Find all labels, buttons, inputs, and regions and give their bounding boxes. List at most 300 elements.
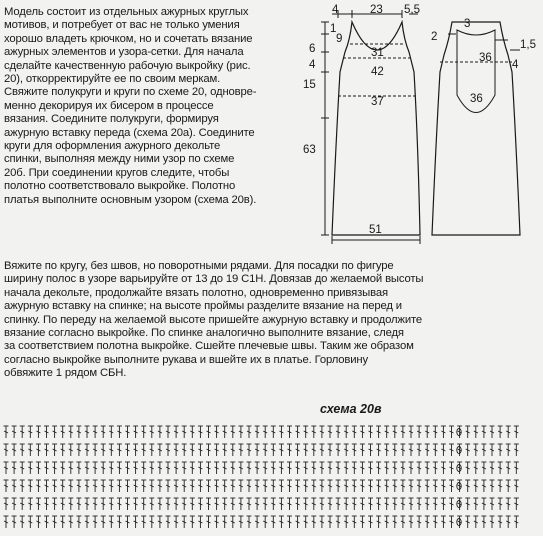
stitch-symbol	[20, 480, 25, 492]
stitch-symbol	[433, 480, 438, 492]
stitch-symbol	[279, 480, 284, 492]
stitch-symbol	[263, 498, 268, 510]
stitch-symbol	[295, 480, 300, 492]
stitch-symbol	[109, 444, 114, 456]
stitch-symbol	[319, 480, 324, 492]
stitch-symbol	[190, 498, 195, 510]
text-line: ширину полос в узоре варьируйте от 13 до 19 С1Н. Довязав до желаемой высоты	[4, 273, 424, 286]
stitch-symbol	[157, 462, 162, 474]
stitch-symbol	[352, 444, 357, 456]
stitch-symbol	[238, 444, 243, 456]
stitch-symbol	[52, 516, 57, 528]
stitch-symbol	[166, 498, 171, 510]
stitch-symbol	[190, 426, 195, 438]
stitch-symbol	[52, 480, 57, 492]
stitch-symbol	[60, 462, 65, 474]
dim-label: 23	[370, 4, 383, 16]
stitch-symbol	[336, 480, 341, 492]
stitch-symbol	[166, 516, 171, 528]
stitch-symbol	[68, 462, 73, 474]
stitch-symbol	[473, 516, 478, 528]
stitch-symbol	[255, 516, 260, 528]
stitch-symbol	[328, 498, 333, 510]
dim-label: 4	[332, 4, 339, 16]
stitch-symbol	[238, 462, 243, 474]
stitch-symbol	[93, 444, 98, 456]
stitch-symbol	[295, 426, 300, 438]
stitch-symbol	[85, 462, 90, 474]
stitch-symbol	[182, 480, 187, 492]
stitch-symbol	[109, 462, 114, 474]
stitch-symbol	[303, 516, 308, 528]
stitch-symbol	[506, 498, 511, 510]
stitch-symbol	[20, 426, 25, 438]
stitch-symbol	[498, 444, 503, 456]
stitch-symbol	[400, 498, 405, 510]
stitch-symbol	[368, 462, 373, 474]
stitch-symbol	[222, 426, 227, 438]
stitch-symbol	[85, 516, 90, 528]
stitch-symbol	[384, 516, 389, 528]
stitch-symbol	[352, 516, 357, 528]
stitch-symbol	[190, 444, 195, 456]
stitch-symbol	[238, 498, 243, 510]
dim-label: 31	[371, 47, 384, 59]
stitch-symbol	[287, 516, 292, 528]
stitch-symbol	[417, 498, 422, 510]
stitch-symbol	[303, 498, 308, 510]
stitch-symbol	[319, 462, 324, 474]
stitch-symbol	[174, 426, 179, 438]
stitch-symbol	[141, 498, 146, 510]
stitch-symbol	[230, 498, 235, 510]
text-line: вязание согласно выкройке. По спинке аналогично выполните вязание, следя	[4, 327, 404, 340]
stitch-symbol	[117, 426, 122, 438]
stitch-symbol	[368, 444, 373, 456]
stitch-symbol	[368, 426, 373, 438]
text-line: полотно соответствовало выкройке. Полотно	[4, 180, 236, 193]
dim-label: 4	[309, 59, 316, 71]
stitch-symbol	[149, 480, 154, 492]
stitch-symbol	[28, 516, 33, 528]
stitch-symbol	[222, 498, 227, 510]
stitch-symbol	[514, 480, 519, 492]
stitch-symbol	[133, 516, 138, 528]
stitch-symbol	[182, 498, 187, 510]
stitch-symbol	[392, 480, 397, 492]
stitch-symbol	[449, 426, 454, 438]
stitch-symbol	[263, 426, 268, 438]
stitch-symbol	[506, 444, 511, 456]
text-line: менно декорируя их бисером в процессе	[4, 99, 214, 112]
stitch-symbol	[174, 498, 179, 510]
stitch-symbol	[328, 516, 333, 528]
stitch-symbol	[109, 516, 114, 528]
dim-label: 36	[479, 52, 492, 64]
stitch-symbol	[400, 426, 405, 438]
stitch-symbol	[376, 498, 381, 510]
stitch-symbol	[101, 462, 106, 474]
stitch-symbol	[174, 480, 179, 492]
stitch-symbol	[44, 480, 49, 492]
stitch-symbol	[433, 462, 438, 474]
stitch-symbol	[425, 498, 430, 510]
dim-label: 51	[369, 224, 382, 236]
stitch-symbol	[247, 462, 252, 474]
stitch-symbol	[360, 444, 365, 456]
text-line: хорошо владеть крючком, но и сочетать вязание	[4, 32, 253, 45]
stitch-symbol	[490, 516, 495, 528]
stitch-symbol	[473, 444, 478, 456]
stitch-symbol	[417, 444, 422, 456]
stitch-symbol	[311, 462, 316, 474]
stitch-symbol	[433, 444, 438, 456]
stitch-symbol	[376, 426, 381, 438]
stitch-symbol	[360, 498, 365, 510]
stitch-symbol	[4, 516, 9, 528]
stitch-symbol	[376, 444, 381, 456]
stitch-symbol	[368, 480, 373, 492]
stitch-symbol	[409, 426, 414, 438]
stitch-symbol	[247, 426, 252, 438]
stitch-symbol	[473, 462, 478, 474]
stitch-symbol	[514, 498, 519, 510]
stitch-symbol	[68, 480, 73, 492]
stitch-symbol	[157, 498, 162, 510]
stitch-symbol	[409, 498, 414, 510]
stitch-symbol	[4, 498, 9, 510]
stitch-symbol	[85, 480, 90, 492]
stitch-symbol	[12, 444, 17, 456]
stitch-symbol	[141, 462, 146, 474]
stitch-symbol	[206, 462, 211, 474]
stitch-symbol	[490, 498, 495, 510]
stitch-symbol	[44, 426, 49, 438]
stitch-symbol	[498, 426, 503, 438]
stitch-symbol	[4, 426, 9, 438]
stitch-symbol	[336, 426, 341, 438]
stitch-symbol	[311, 426, 316, 438]
stitch-symbol	[376, 516, 381, 528]
stitch-symbol	[344, 426, 349, 438]
stitch-symbol	[425, 444, 430, 456]
stitch-symbol	[190, 480, 195, 492]
dim-label: 37	[371, 96, 384, 108]
stitch-symbol	[376, 480, 381, 492]
stitch-symbol	[157, 426, 162, 438]
stitch-symbol	[20, 516, 25, 528]
stitch-symbol	[44, 444, 49, 456]
stitch-symbol	[36, 498, 41, 510]
stitch-symbol	[157, 516, 162, 528]
stitch-symbol	[141, 480, 146, 492]
stitch-symbol	[157, 480, 162, 492]
stitch-symbol	[376, 462, 381, 474]
stitch-symbol	[271, 480, 276, 492]
stitch-symbol	[182, 516, 187, 528]
stitch-symbol	[287, 462, 292, 474]
stitch-symbol	[182, 462, 187, 474]
stitch-symbol	[287, 444, 292, 456]
stitch-symbol	[255, 498, 260, 510]
text-line: круги для оформления ажурного декольте	[4, 140, 221, 153]
stitch-symbol	[222, 462, 227, 474]
stitch-symbol	[174, 516, 179, 528]
stitch-symbol	[28, 462, 33, 474]
text-line: Вяжите по кругу, без швов, но поворотными рядами. Для посадки по фигуре	[4, 260, 394, 272]
stitch-symbol	[279, 444, 284, 456]
stitch-symbol	[222, 444, 227, 456]
stitch-symbol	[117, 444, 122, 456]
stitch-symbol	[12, 462, 17, 474]
stitch-symbol	[20, 444, 25, 456]
stitch-symbol	[36, 462, 41, 474]
stitch-symbol	[400, 462, 405, 474]
stitch-symbol	[93, 498, 98, 510]
stitch-symbol	[198, 498, 203, 510]
stitch-symbol	[514, 426, 519, 438]
stitch-symbol	[441, 516, 446, 528]
dim-label: 63	[303, 144, 316, 156]
stitch-symbol	[417, 426, 422, 438]
stitch-symbol	[20, 498, 25, 510]
stitch-symbol	[328, 462, 333, 474]
stitch-symbol	[125, 426, 130, 438]
stitch-symbol	[76, 426, 81, 438]
stitch-symbol	[319, 516, 324, 528]
stitch-symbol	[214, 498, 219, 510]
stitch-symbol	[4, 480, 9, 492]
dim-label: 9	[336, 33, 343, 45]
stitch-symbol	[473, 498, 478, 510]
stitch-symbol	[465, 444, 470, 456]
stitch-symbol	[222, 480, 227, 492]
stitch-symbol	[206, 444, 211, 456]
stitch-symbol	[109, 480, 114, 492]
stitch-symbol	[344, 444, 349, 456]
stitch-symbol	[44, 516, 49, 528]
stitch-symbol	[392, 516, 397, 528]
stitch-symbol	[206, 498, 211, 510]
stitch-symbol	[117, 480, 122, 492]
stitch-symbol	[481, 498, 486, 510]
stitch-symbol	[303, 462, 308, 474]
stitch-symbol	[481, 516, 486, 528]
stitch-symbol	[425, 480, 430, 492]
stitch-symbol	[490, 426, 495, 438]
stitch-symbol	[198, 426, 203, 438]
stitch-symbol	[263, 480, 268, 492]
stitch-symbol	[133, 426, 138, 438]
stitch-symbol	[198, 462, 203, 474]
stitch-symbol	[12, 480, 17, 492]
stitch-symbol	[141, 444, 146, 456]
stitch-symbol	[303, 480, 308, 492]
stitch-symbol	[481, 462, 486, 474]
stitch-symbol	[52, 444, 57, 456]
stitch-symbol	[68, 444, 73, 456]
stitch-symbol	[449, 462, 454, 474]
stitch-symbol	[85, 498, 90, 510]
stitch-symbol	[384, 462, 389, 474]
stitch-symbol	[384, 426, 389, 438]
stitch-symbol	[498, 498, 503, 510]
stitch-symbol	[125, 480, 130, 492]
stitch-symbol	[360, 516, 365, 528]
stitch-symbol	[311, 516, 316, 528]
stitch-symbol	[384, 444, 389, 456]
stitch-symbol	[465, 426, 470, 438]
text-line: спинку. По переду на желаемой высоте пришейте ажурную вставку и продолжите	[4, 313, 423, 326]
stitch-symbol	[481, 444, 486, 456]
stitch-symbol	[328, 426, 333, 438]
stitch-symbol	[506, 480, 511, 492]
text-line: 20б. При соединении кругов следите, чтобы	[4, 166, 230, 179]
stitch-symbol	[319, 426, 324, 438]
stitch-symbol	[182, 444, 187, 456]
stitch-symbol	[4, 462, 9, 474]
stitch-symbol	[101, 516, 106, 528]
stitch-symbol	[279, 462, 284, 474]
stitch-symbol	[303, 444, 308, 456]
stitch-symbol	[101, 426, 106, 438]
stitch-symbol	[149, 498, 154, 510]
stitch-symbol	[441, 498, 446, 510]
stitch-symbol	[271, 444, 276, 456]
stitch-symbol	[255, 462, 260, 474]
stitch-symbol	[4, 444, 9, 456]
stitch-symbol	[449, 480, 454, 492]
stitch-symbol	[344, 462, 349, 474]
stitch-symbol	[214, 462, 219, 474]
dim-label: 42	[371, 66, 384, 78]
stitch-symbol	[255, 480, 260, 492]
stitch-symbol	[157, 444, 162, 456]
stitch-symbol	[490, 462, 495, 474]
stitch-symbol	[400, 480, 405, 492]
text-line: Модель состоит из отдельных ажурных круглых	[4, 6, 249, 18]
stitch-symbol	[449, 444, 454, 456]
stitch-symbol	[319, 444, 324, 456]
stitch-symbol	[336, 462, 341, 474]
text-line: платья выполните основным узором (схема 20в).	[4, 193, 257, 206]
stitch-symbol	[279, 516, 284, 528]
dim-label: 2	[431, 31, 438, 43]
dim-label: 3	[464, 18, 471, 30]
stitch-symbol	[166, 480, 171, 492]
stitch-symbol	[441, 480, 446, 492]
stitch-symbol	[271, 498, 276, 510]
stitch-symbol	[230, 480, 235, 492]
stitch-symbol	[287, 480, 292, 492]
stitch-symbol	[230, 462, 235, 474]
stitch-symbol	[368, 498, 373, 510]
stitch-symbol	[425, 426, 430, 438]
text-line: вязания. Соедините полукруги, формируя	[4, 113, 219, 126]
stitch-symbol	[190, 516, 195, 528]
stitch-symbol	[465, 480, 470, 492]
stitch-chart	[0, 420, 543, 536]
stitch-symbol	[336, 516, 341, 528]
stitch-symbol	[279, 426, 284, 438]
stitch-symbol	[76, 498, 81, 510]
stitch-symbol	[36, 444, 41, 456]
stitch-symbol	[417, 516, 422, 528]
stitch-symbol	[352, 498, 357, 510]
stitch-symbol	[93, 462, 98, 474]
stitch-symbol	[465, 498, 470, 510]
stitch-symbol	[360, 426, 365, 438]
stitch-symbol	[336, 444, 341, 456]
stitch-symbol	[303, 426, 308, 438]
text-line: 20), откорректируйте ее по своим меркам.	[4, 73, 221, 86]
stitch-symbol	[206, 426, 211, 438]
stitch-symbol	[76, 516, 81, 528]
stitch-symbol	[295, 462, 300, 474]
stitch-symbol	[52, 498, 57, 510]
stitch-symbol	[506, 426, 511, 438]
stitch-symbol	[473, 480, 478, 492]
stitch-symbol	[214, 516, 219, 528]
dim-label: 4	[512, 59, 519, 71]
stitch-symbol	[166, 462, 171, 474]
stitch-symbol	[409, 444, 414, 456]
stitch-symbol	[490, 480, 495, 492]
stitch-symbol	[36, 480, 41, 492]
stitch-symbol	[352, 426, 357, 438]
stitch-symbol	[271, 516, 276, 528]
stitch-symbol	[125, 462, 130, 474]
stitch-symbol	[149, 462, 154, 474]
stitch-symbol	[328, 480, 333, 492]
stitch-symbol	[247, 444, 252, 456]
stitch-symbol	[336, 498, 341, 510]
stitch-symbol	[328, 444, 333, 456]
stitch-symbol	[287, 498, 292, 510]
stitch-symbol	[76, 480, 81, 492]
stitch-symbol	[230, 444, 235, 456]
stitch-symbol	[125, 516, 130, 528]
stitch-symbol	[384, 498, 389, 510]
stitch-symbol	[238, 426, 243, 438]
stitch-symbol	[93, 516, 98, 528]
text-line: ажурных элементов и узора-сетки. Для начала	[4, 46, 244, 59]
stitch-symbol	[514, 462, 519, 474]
stitch-symbol	[52, 462, 57, 474]
stitch-symbol	[449, 516, 454, 528]
stitch-symbol	[490, 444, 495, 456]
stitch-symbol	[506, 462, 511, 474]
text-line: начала декольте, продолжайте вязать полотно, одновременно привязывая	[4, 286, 388, 299]
dim-label: 6	[309, 43, 316, 55]
stitch-symbol	[465, 462, 470, 474]
stitch-symbol	[409, 480, 414, 492]
stitch-symbol	[44, 462, 49, 474]
stitch-symbol	[230, 426, 235, 438]
stitch-symbol	[392, 444, 397, 456]
dim-label: 1	[330, 23, 337, 35]
stitch-symbol	[182, 426, 187, 438]
text-line: согласно выкройке выполните рукава и вшейте их в платье. Горловину	[4, 353, 369, 366]
stitch-symbol	[222, 516, 227, 528]
stitch-symbol	[392, 462, 397, 474]
stitch-symbol	[311, 444, 316, 456]
dim-label: 15	[303, 79, 316, 91]
stitch-symbol	[400, 444, 405, 456]
stitch-symbol	[117, 462, 122, 474]
stitch-symbol	[352, 480, 357, 492]
text-line: за соответствием полотна выкройке. Сшейте плечевые швы. Таким же образом	[4, 340, 414, 353]
